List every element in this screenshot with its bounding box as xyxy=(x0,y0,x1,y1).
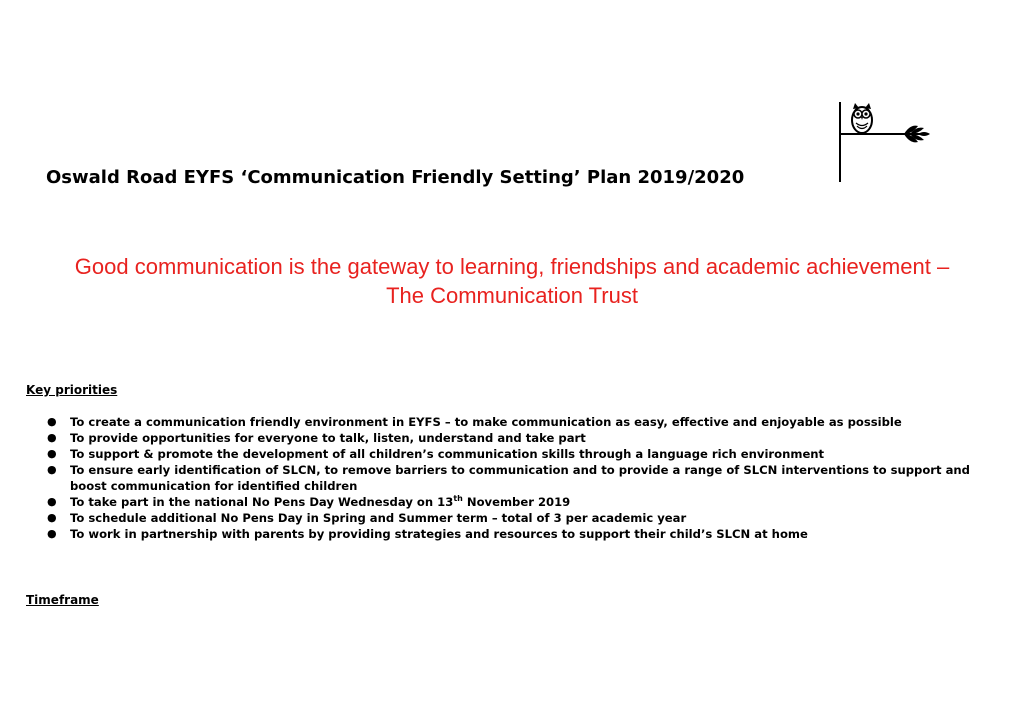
timeframe-heading: Timeframe xyxy=(26,593,99,607)
priority-text-part: November 2019 xyxy=(462,495,571,509)
list-item xyxy=(44,526,1004,542)
quote-line-2: The Communication Trust xyxy=(386,283,638,308)
list-item xyxy=(44,430,1004,446)
bullet-icon: ● xyxy=(47,415,57,428)
owl-on-branch-icon xyxy=(832,100,932,184)
priority-text-no-pens-day xyxy=(70,495,570,509)
priority-text: To work in partnership with parents by providing strategies and resources to support their child’s SLCN at home xyxy=(70,527,808,541)
bullet-icon: ● xyxy=(47,431,57,444)
list-item xyxy=(44,510,1004,526)
priority-text: To support & promote the development of all children’s communication skills through a language rich environment xyxy=(70,447,825,461)
priority-text: To create a communication friendly environment in EYFS – to make communication as easy, effective and enjoyable as possible xyxy=(70,415,902,429)
document-title: Oswald Road EYFS ‘Communication Friendly Setting’ Plan 2019/2020 xyxy=(46,167,745,188)
priority-text: To ensure early identification of SLCN, to remove barriers to communication and to provide a range of SLCN interventions to support and boost communication for identified children xyxy=(70,463,970,493)
key-priorities-heading: Key priorities xyxy=(26,383,118,397)
priority-text-part: To take part in the national No Pens Day Wednesday on 13 xyxy=(70,495,454,509)
priority-text: To provide opportunities for everyone to talk, listen, understand and take part xyxy=(70,431,586,445)
bullet-icon: ● xyxy=(47,463,57,476)
quote xyxy=(20,252,1004,310)
list-item xyxy=(44,446,1004,462)
bullet-icon: ● xyxy=(47,495,57,508)
priorities-list xyxy=(44,414,1004,542)
bullet-icon: ● xyxy=(47,527,57,540)
list-item xyxy=(44,414,1004,430)
bullet-icon: ● xyxy=(47,447,57,460)
list-item xyxy=(44,462,1004,494)
priority-text: To schedule additional No Pens Day in Spring and Summer term – total of 3 per academic year xyxy=(70,511,687,525)
quote-line-1: Good communication is the gateway to learning, friendships and academic achievement – xyxy=(74,254,950,279)
list-item xyxy=(44,494,1004,510)
ordinal-suffix: th xyxy=(453,494,463,504)
bullet-icon: ● xyxy=(47,511,57,524)
